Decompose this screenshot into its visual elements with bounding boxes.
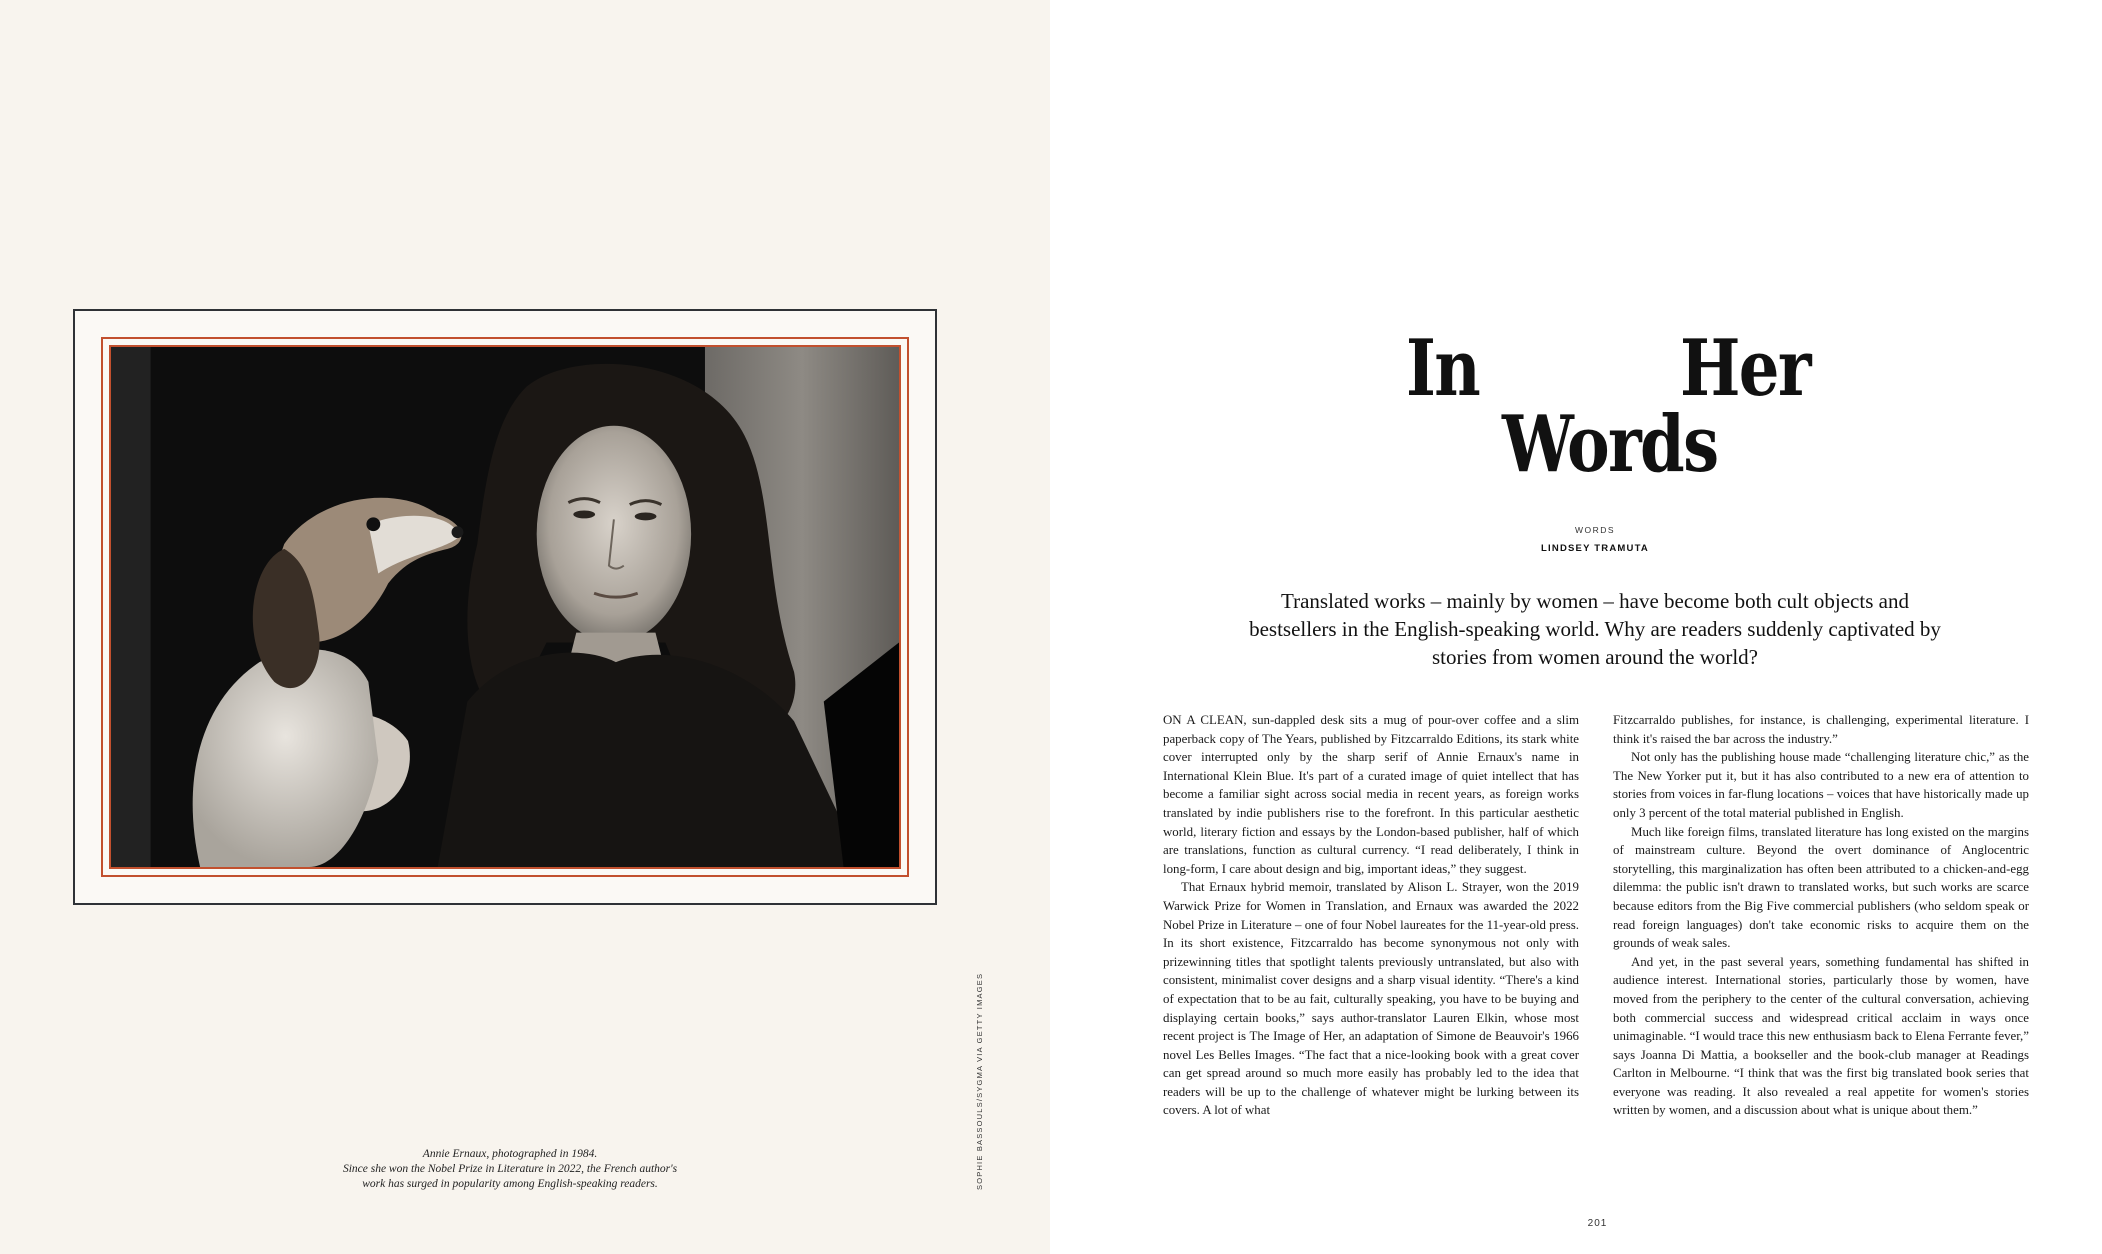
body-paragraph: And yet, in the past several years, something fundamental has shifted in audience interest. International stories, particularly those by women, have moved from the periphery to the center of the cultural conversation, achieving both commercial success and widespread critical acclaim in ways once unimaginable. “I would trace this new enthusiasm back to Elena Ferrante fever,” says Joanna Di Mattia, a bookseller and the book-club manager at Readings Carlton in Melbourne. “I think that was the first big translated book series that everyone was reading. It also revealed a real appetite for women's stories written by women, and a discussion about what is unique about them.” [1613, 954, 2029, 1118]
caption-line-3: work has surged in popularity among English-speaking readers. [362, 1178, 658, 1190]
left-page [0, 0, 1050, 1254]
body-paragraph: Fitzcarraldo publishes, for instance, is challenging, experimental literature. I think it's raised the bar across the industry.” [1613, 713, 2029, 746]
body-paragraph: That Ernaux hybrid memoir, translated by Alison L. Strayer, won the 2019 Warwick Prize for Women in Translation, and Ernaux was awarded the 2022 Nobel Prize in Literature – one of four Nobel laureates for the 11-year-old press. In its short existence, Fitzcarraldo has become synonymous not only with prizewinning titles that spotlight talents previously untranslated, but also with consistent, minimalist cover designs and a sharp visual identity. “There's a kind of expectation that to be au fait, culturally speaking, you have to be buying and displaying certain books,” says author-translator Lauren Elkin, whose most recent project is The Image of Her, an adaptation of Simone de Beauvoir's 1966 novel Les Belles Images. “The fact that a nice-looking book with a great cover can get spread around so much more easily has probably led to the idea that readers will be up to the challenge of whatever might be lurking between its covers. A lot of what [1163, 880, 1579, 1118]
title-word-in: In [1406, 323, 1480, 414]
photo-credit: SOPHIE BASSOULS/SYGMA VIA GETTY IMAGES [975, 972, 984, 1190]
caption-line-2: Since she won the Nobel Prize in Literature in 2022, the French author's [342, 1163, 678, 1175]
photo-frame [73, 309, 937, 905]
title-word-her: Her [1680, 323, 1810, 414]
page-number: 201 [1587, 1218, 1608, 1229]
article-title [1380, 318, 1820, 498]
photo-caption [300, 1147, 720, 1192]
body-paragraph: ON A CLEAN, sun-dappled desk sits a mug of pour-over coffee and a slim paperback copy of The Years, published by Fitzcarraldo Editions, its stark white cover interrupted only by the sharp serif of Annie Ernaux's name in International Klein Blue. It's part of a curated image of quiet intellect that has become a familiar sight across social media in recent years, as foreign works translated by indie publishers rise to the forefront. In this particular aesthetic world, literary fiction and essays by the London-based publisher, half of which are translations, function as cultural currency. “I read deliberately, I think in long-form, I care about design and big, important ideas,” they suggest. [1163, 713, 1579, 876]
title-word-words: Words [1502, 399, 1718, 490]
body-column-1 [1163, 711, 1579, 1120]
byline-author: LINDSEY TRAMUTA [1541, 543, 1649, 554]
annie-ernaux-photo [111, 347, 899, 867]
photo-container [109, 345, 901, 869]
body-column-2 [1613, 711, 2029, 1120]
article-dek: Translated works – mainly by women – have become both cult objects and bestsellers in the English-speaking world. Why are readers suddenly captivated by stories from women around the world? [1249, 589, 1941, 669]
body-paragraph: Not only has the publishing house made “challenging literature chic,” as the The New Yorker put it, but it has also contributed to a new era of attention to stories from voices in far-flung locations – voices that have historically made up only 3 percent of the total material published in English. [1613, 750, 2029, 820]
photo-frame-red-border [101, 337, 909, 877]
body-paragraph: Much like foreign films, translated literature has long existed on the margins of mainstream culture. Beyond the overt dominance of Anglocentric storytelling, this marginalization has often been attributed to a chicken-and-egg dilemma: the public isn't drawn to translated works, but such works are scarce because editors from the Big Five commercial publishers (who seldom speak or read foreign languages) don't take economic risks to acquire them on the grounds of weak sales. [1613, 824, 2029, 951]
caption-line-1: Annie Ernaux, photographed in 1984. [422, 1148, 598, 1160]
byline-label: WORDS [1574, 525, 1616, 535]
